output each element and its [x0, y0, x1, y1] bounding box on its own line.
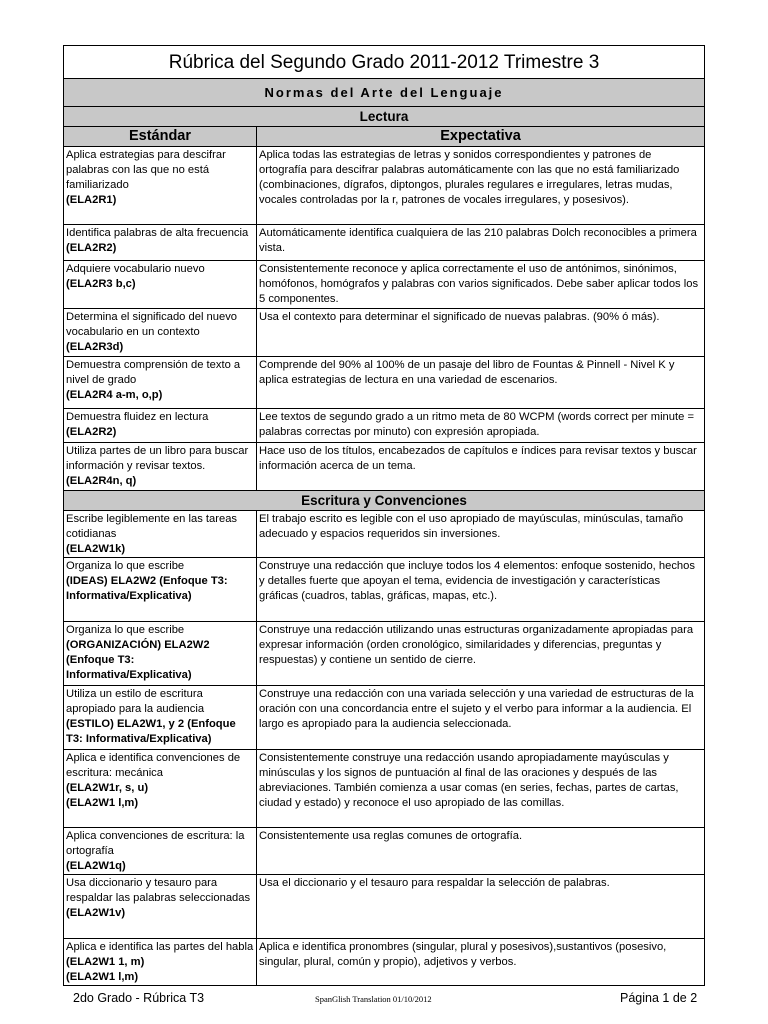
standard-code: (ELA2W1r, s, u)	[66, 782, 149, 794]
expectation-cell: Aplica todas las estrategias de letras y sonidos correspondientes y patrones de ortografía para descifrar palabras automáticamente con las que no está familiarizado (combinaciones, dígrafos, diptongos, plurales regulares e irregulares, letras mudas, vocales controladas por la r, patrones de vocales irregulares, y posesivos).	[257, 147, 705, 225]
standard-code: (ELA2W1 1, m)	[66, 956, 145, 968]
standard-text: Aplica e identifica las partes del habla	[66, 941, 254, 953]
standard-code: (ELA2W1v)	[66, 907, 126, 919]
table-row	[64, 147, 705, 225]
standard-text: Identifica palabras de alta frecuencia	[66, 227, 249, 239]
standard-text: Adquiere vocabulario nuevo	[66, 263, 205, 275]
standard-cell	[64, 309, 257, 357]
expectation-cell: El trabajo escrito es legible con el uso apropiado de mayúsculas, minúsculas, tamaño adecuado y espacios requeridos sin inversiones.	[257, 511, 705, 558]
table-row	[64, 511, 705, 558]
standard-cell	[64, 261, 257, 309]
expectation-cell: Construye una redacción que incluye todos los 4 elementos: enfoque sostenido, hechos y detalles fuerte que apoyan el tema, evidencia de investigación y características gráficas (cuadros, tablas, gráficas, mapas, etc.).	[257, 558, 705, 622]
standard-code-secondary: (ELA2W1 l,m)	[66, 971, 139, 983]
expectation-cell: Usa el diccionario y el tesauro para respaldar la selección de palabras.	[257, 875, 705, 939]
reading-section-body	[64, 147, 705, 491]
expectation-cell: Consistentemente reconoce y aplica correctamente el uso de antónimos, sinónimos, homófonos, homógrafos y palabras con varios significados. Debe saber aplicar todos los 5 componentes.	[257, 261, 705, 309]
standard-cell	[64, 511, 257, 558]
expectation-cell: Aplica e identifica pronombres (singular, plural y posesivos),sustantivos (posesivo, singular, plural, común y propio), adjetivos y verbos.	[257, 939, 705, 986]
standard-cell	[64, 686, 257, 750]
standard-code: (ELA2R3 b,c)	[66, 278, 136, 290]
standard-code: (IDEAS) ELA2W2 (Enfoque T3: Informativa/Explicativa)	[66, 575, 228, 602]
page-title: Rúbrica del Segundo Grado 2011-2012 Trimestre 3	[64, 46, 705, 79]
subject-heading: Normas del Arte del Lenguaje	[64, 79, 705, 107]
standard-text: Determina el significado del nuevo vocabulario en un contexto	[66, 311, 238, 338]
table-row	[64, 828, 705, 875]
standard-text: Organiza lo que escribe	[66, 560, 185, 572]
standard-code: (ELA2R2)	[66, 242, 117, 254]
section-writing: Escritura y Convenciones	[64, 491, 705, 511]
expectation-cell: Consistentemente construye una redacción usando apropiadamente mayúsculas y minúsculas y los signos de puntuación al final de las oraciones y después de las abreviaciones. También comienza a usar comas (en series, fechas, partes de cartas, ciudad y estado) y reconoce el uso apropiado de las comillas.	[257, 750, 705, 828]
table-row	[64, 409, 705, 443]
standard-text: Usa diccionario y tesauro para respaldar las palabras seleccionadas	[66, 877, 251, 904]
standard-cell	[64, 939, 257, 986]
footer-translation: SpanGlish Translation 01/10/2012	[315, 994, 432, 1004]
section-reading: Lectura	[64, 107, 705, 127]
standard-cell	[64, 875, 257, 939]
standard-code: (ELA2R4n, q)	[66, 475, 137, 487]
standard-text: Demuestra fluidez en lectura	[66, 411, 209, 423]
standard-cell	[64, 558, 257, 622]
expectation-cell: Construye una redacción utilizando unas estructuras organizadamente apropiadas para expresar información (orden cronológico, similaridades y diferencias, preguntas y respuestas) y contiene un sentido de cierre.	[257, 622, 705, 686]
expectation-cell: Consistentemente usa reglas comunes de ortografía.	[257, 828, 705, 875]
standard-text: Escribe legiblemente en las tareas cotidianas	[66, 513, 238, 540]
table-row	[64, 875, 705, 939]
standard-cell	[64, 357, 257, 409]
standard-cell	[64, 828, 257, 875]
standard-text: Demuestra comprensión de texto a nivel de grado	[66, 359, 241, 386]
rubric-table	[63, 45, 705, 986]
standard-code: (ELA2R1)	[66, 194, 117, 206]
table-row	[64, 622, 705, 686]
standard-text: Aplica e identifica convenciones de escritura: mecánica	[66, 752, 241, 779]
writing-section-body	[64, 511, 705, 986]
standard-text: Aplica convenciones de escritura: la ortografía	[66, 830, 245, 857]
standard-text: Aplica estrategias para descifrar palabras con las que no está familiarizado	[66, 149, 226, 191]
standard-cell	[64, 443, 257, 491]
table-row	[64, 225, 705, 261]
table-row	[64, 357, 705, 409]
standard-code: (ELA2R3d)	[66, 341, 124, 353]
column-header-standard: Estándar	[64, 127, 257, 147]
standard-cell	[64, 750, 257, 828]
standard-code: (ELA2W1q)	[66, 860, 126, 872]
expectation-cell: Construye una redacción con una variada selección y una variedad de estructuras de la oración con una concordancia entre el sujeto y el verbo para informar a la audiencia. El largo es apropiado para la audiencia seleccionada.	[257, 686, 705, 750]
expectation-cell: Usa el contexto para determinar el significado de nuevas palabras. (90% ó más).	[257, 309, 705, 357]
standard-text: Utiliza un estilo de escritura apropiado para la audiencia	[66, 688, 205, 715]
standard-text: Organiza lo que escribe	[66, 624, 185, 636]
table-row	[64, 686, 705, 750]
standard-cell	[64, 225, 257, 261]
standard-text: Utiliza partes de un libro para buscar información y revisar textos.	[66, 445, 249, 472]
table-row	[64, 939, 705, 986]
expectation-cell: Lee textos de segundo grado a un ritmo meta de 80 WCPM (words correct per minute = palabras correctas por minuto) con expresión apropiada.	[257, 409, 705, 443]
column-header-expectation: Expectativa	[257, 127, 705, 147]
standard-cell	[64, 147, 257, 225]
table-row	[64, 558, 705, 622]
expectation-cell: Comprende del 90% al 100% de un pasaje del libro de Fountas & Pinnell - Nivel K y aplica estrategias de lectura en una variedad de escenarios.	[257, 357, 705, 409]
table-row	[64, 309, 705, 357]
standard-code: (ESTILO) ELA2W1, y 2 (Enfoque T3: Informativa/Explicativa)	[66, 718, 236, 745]
footer-left: 2do Grado - Rúbrica T3	[73, 991, 205, 1005]
expectation-cell: Hace uso de los títulos, encabezados de capítulos e índices para revisar textos y buscar información acerca de un tema.	[257, 443, 705, 491]
standard-cell	[64, 409, 257, 443]
standard-code: (ELA2R2)	[66, 426, 117, 438]
standard-cell	[64, 622, 257, 686]
table-row	[64, 443, 705, 491]
footer-page-number: Página 1 de 2	[620, 991, 698, 1005]
standard-code: (ELA2R4 a-m, o,p)	[66, 389, 163, 401]
standard-code: (ELA2W1k)	[66, 543, 126, 555]
table-row	[64, 261, 705, 309]
standard-code-secondary: (ELA2W1 l,m)	[66, 797, 139, 809]
expectation-cell: Automáticamente identifica cualquiera de las 210 palabras Dolch reconocibles a primera vista.	[257, 225, 705, 261]
standard-code: (ORGANIZACIÓN) ELA2W2 (Enfoque T3: Informativa/Explicativa)	[66, 639, 210, 681]
table-row	[64, 750, 705, 828]
